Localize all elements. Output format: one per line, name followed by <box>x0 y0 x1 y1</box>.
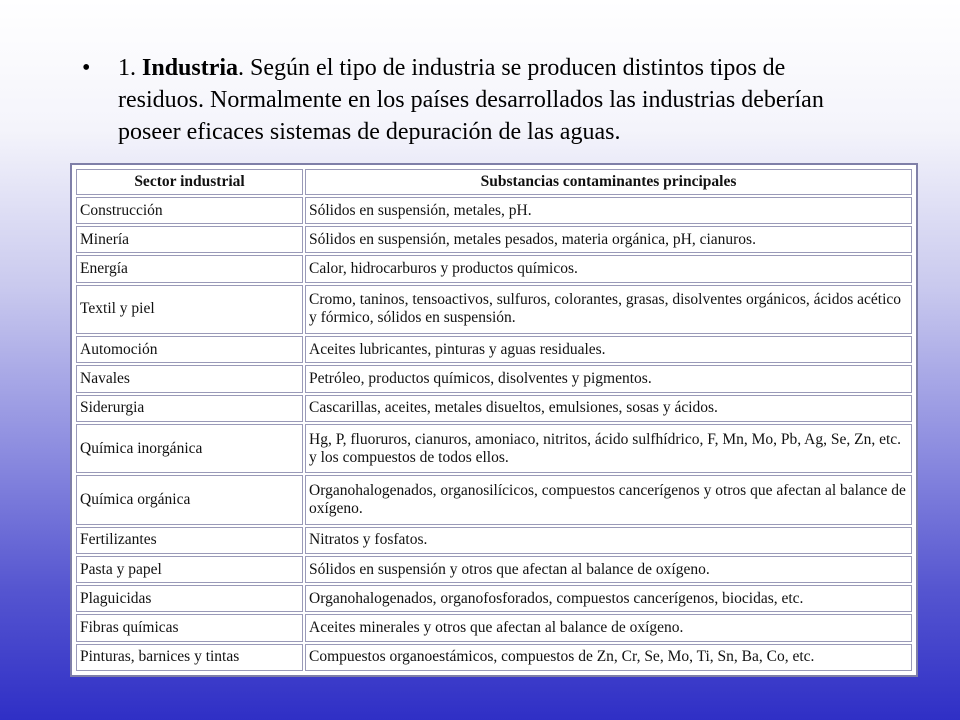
substances-cell: Calor, hidrocarburos y productos químicos. <box>305 255 912 282</box>
table-row <box>76 285 912 335</box>
table-row <box>76 644 912 671</box>
substances-cell: Petróleo, productos químicos, disolventes y pigmentos. <box>305 365 912 392</box>
substances-cell: Aceites minerales y otros que afectan al balance de oxígeno. <box>305 614 912 641</box>
table-row <box>76 614 912 641</box>
table-row <box>76 395 912 422</box>
table-row <box>76 556 912 583</box>
bullet-symbol: • <box>82 55 91 81</box>
slide-bullet-paragraph <box>82 52 872 148</box>
header-substances: Substancias contaminantes principales <box>305 169 912 195</box>
item-heading: Industria <box>142 55 239 81</box>
bullet-item <box>82 52 872 148</box>
pollutants-table-frame <box>70 163 918 677</box>
sector-cell: Construcción <box>76 197 303 224</box>
sector-cell: Pasta y papel <box>76 556 303 583</box>
table-row <box>76 365 912 392</box>
sector-cell: Química inorgánica <box>76 424 303 474</box>
table-body <box>76 197 912 671</box>
substances-cell: Nitratos y fosfatos. <box>305 527 912 554</box>
substances-cell: Organohalogenados, organofosforados, compuestos cancerígenos, biocidas, etc. <box>305 585 912 612</box>
sector-cell: Química orgánica <box>76 475 303 525</box>
substances-cell: Sólidos en suspensión, metales, pH. <box>305 197 912 224</box>
table-row <box>76 424 912 474</box>
sector-cell: Plaguicidas <box>76 585 303 612</box>
sector-cell: Textil y piel <box>76 285 303 335</box>
item-number: 1. <box>118 55 136 81</box>
table-header-row <box>76 169 912 195</box>
substances-cell: Hg, P, fluoruros, cianuros, amoniaco, nitritos, ácido sulfhídrico, F, Mn, Mo, Pb, Ag, Se, Zn, etc. y los compuestos de todos ellos. <box>305 424 912 474</box>
sector-cell: Minería <box>76 226 303 253</box>
substances-cell: Sólidos en suspensión y otros que afectan al balance de oxígeno. <box>305 556 912 583</box>
table-row <box>76 255 912 282</box>
substances-cell: Compuestos organoestámicos, compuestos de Zn, Cr, Se, Mo, Ti, Sn, Ba, Co, etc. <box>305 644 912 671</box>
table-row <box>76 475 912 525</box>
table-row <box>76 527 912 554</box>
sector-cell: Navales <box>76 365 303 392</box>
substances-cell: Aceites lubricantes, pinturas y aguas residuales. <box>305 336 912 363</box>
sector-cell: Fertilizantes <box>76 527 303 554</box>
bullet-text <box>118 52 872 148</box>
substances-cell: Sólidos en suspensión, metales pesados, materia orgánica, pH, cianuros. <box>305 226 912 253</box>
sector-cell: Energía <box>76 255 303 282</box>
substances-cell: Organohalogenados, organosilícicos, compuestos cancerígenos y otros que afectan al balance de oxígeno. <box>305 475 912 525</box>
table-row <box>76 585 912 612</box>
substances-cell: Cascarillas, aceites, metales disueltos, emulsiones, sosas y ácidos. <box>305 395 912 422</box>
sector-cell: Fibras químicas <box>76 614 303 641</box>
sector-cell: Automoción <box>76 336 303 363</box>
substances-cell: Cromo, taninos, tensoactivos, sulfuros, colorantes, grasas, disolventes orgánicos, ácidos acético y fórmico, sólidos en suspensión. <box>305 285 912 335</box>
table-row <box>76 197 912 224</box>
sector-cell: Siderurgia <box>76 395 303 422</box>
table-row <box>76 226 912 253</box>
table-row <box>76 336 912 363</box>
pollutants-table <box>74 167 914 673</box>
header-sector: Sector industrial <box>76 169 303 195</box>
item-description: . Según el tipo de industria se producen distintos tipos de residuos. Normalmente en los países desarrollados las industrias deberían poseer eficaces sistemas de depuración de las aguas. <box>118 55 824 145</box>
sector-cell: Pinturas, barnices y tintas <box>76 644 303 671</box>
